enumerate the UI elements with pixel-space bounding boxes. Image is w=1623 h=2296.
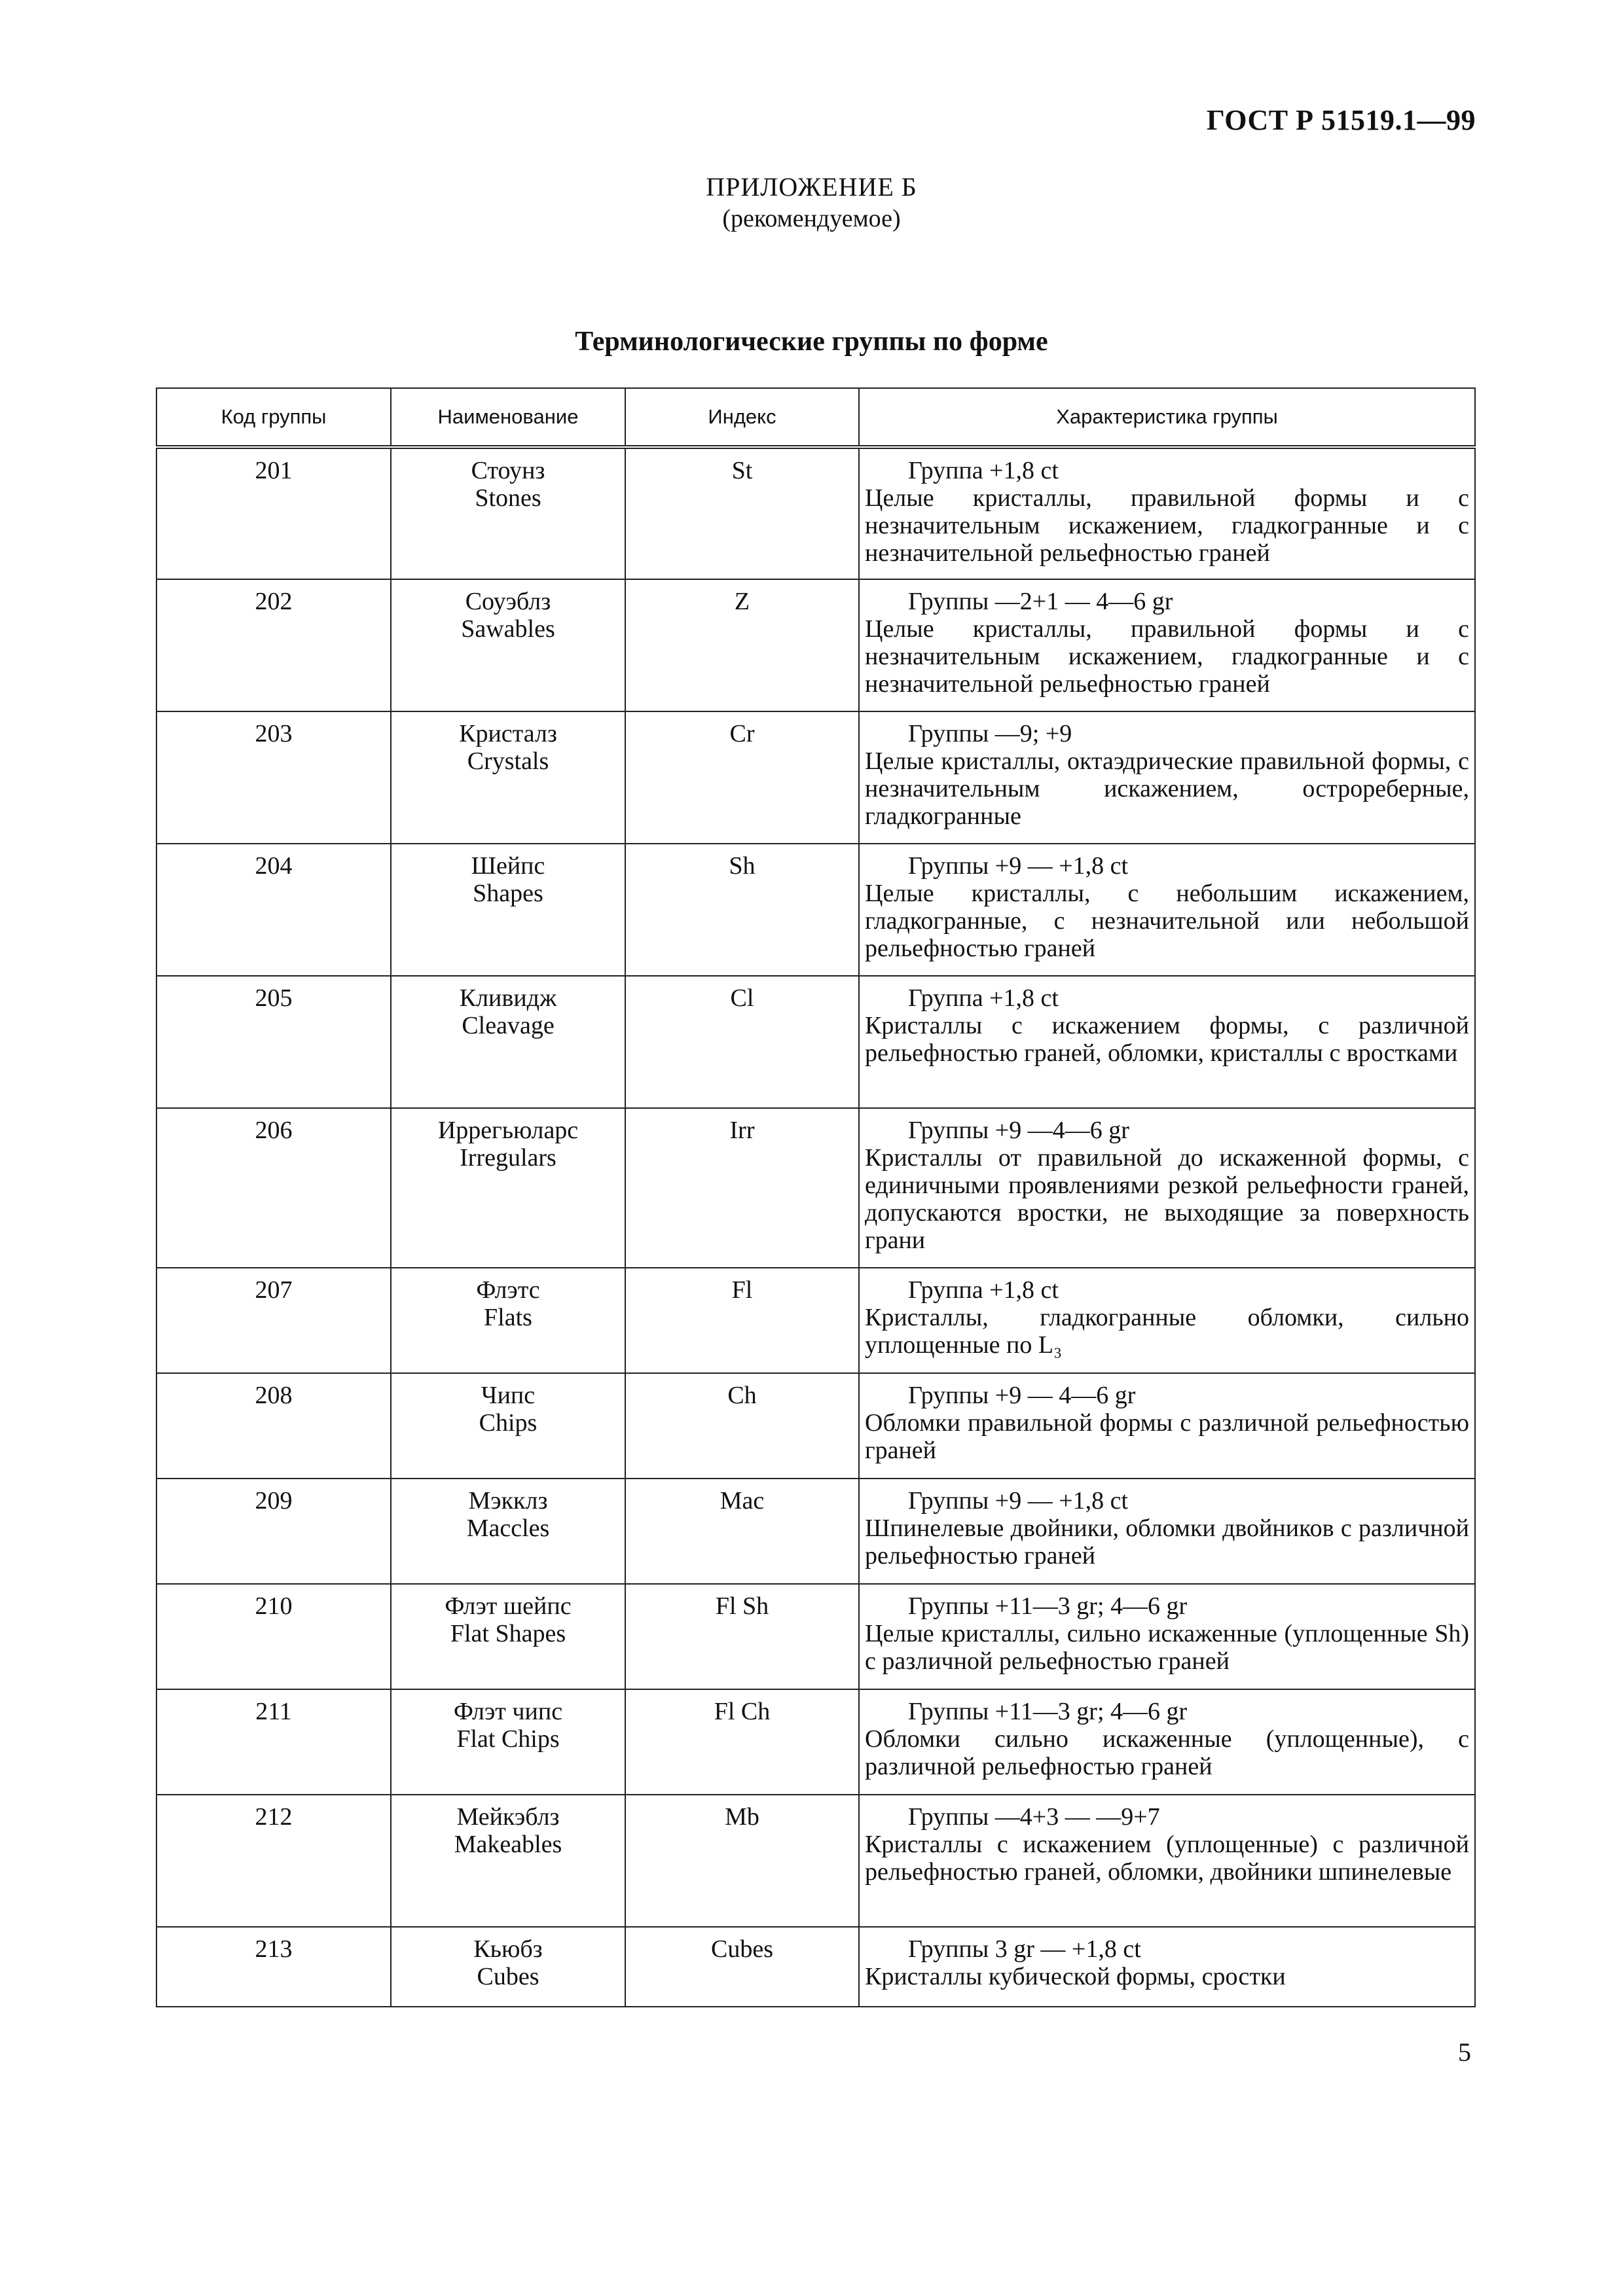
group-size-range: Группы +11—3 gr; 4—6 gr — [908, 1592, 1188, 1620]
group-name-ru: Флэт чипс — [453, 1698, 563, 1725]
table-row — [156, 1584, 1475, 1689]
group-name-en: Stones — [475, 484, 541, 512]
group-description-cell — [859, 1108, 1475, 1268]
column-header-name: Наименование — [391, 388, 625, 447]
group-name-ru: Кристалз — [459, 720, 557, 747]
group-name-en: Cubes — [477, 1963, 539, 1990]
group-name-ru: Флэт шейпс — [445, 1592, 572, 1620]
group-code-cell: 209 — [156, 1479, 391, 1584]
group-index-cell: St — [625, 447, 859, 579]
group-size-range: Группа +1,8 ct — [908, 984, 1059, 1012]
group-code-cell: 205 — [156, 976, 391, 1108]
groups-table — [156, 387, 1476, 2007]
group-description: Целые кристаллы, правильной формы и с незначительным искажением, гладкогранные и с незначительной рельефностью граней — [865, 615, 1469, 698]
group-name-cell — [391, 1373, 625, 1479]
group-description-cell — [859, 1479, 1475, 1584]
document-code: ГОСТ Р 51519.1—99 — [1206, 104, 1476, 136]
group-name-en: Makeables — [454, 1831, 562, 1858]
column-header-description: Характеристика группы — [859, 388, 1475, 447]
column-header-index: Индекс — [625, 388, 859, 447]
group-code-cell: 204 — [156, 844, 391, 976]
group-description: Кристаллы с искажением формы, с различной рельефностью граней, обломки, кристаллы с вростками — [865, 1012, 1469, 1067]
group-code-cell: 208 — [156, 1373, 391, 1479]
group-index-cell: Ch — [625, 1373, 859, 1479]
group-size-range: Группы 3 gr — +1,8 ct — [908, 1935, 1141, 1963]
group-name-en: Flat Chips — [456, 1725, 560, 1753]
group-name-en: Sawables — [461, 615, 555, 643]
group-code-cell: 206 — [156, 1108, 391, 1268]
group-name-cell — [391, 1268, 625, 1373]
page-number: 5 — [1458, 2037, 1471, 2067]
group-size-range: Группы +11—3 gr; 4—6 gr — [908, 1698, 1188, 1725]
table-row — [156, 711, 1475, 844]
group-description: Целые кристаллы, октаэдрические правильной формы, с незначительным искажением, острореберные, гладкогранные — [865, 747, 1469, 830]
group-name-cell — [391, 579, 625, 711]
appendix-title: ПРИЛОЖЕНИЕ Б — [706, 172, 917, 202]
group-name-en: Flats — [484, 1304, 532, 1331]
group-index-cell: Fl Sh — [625, 1584, 859, 1689]
group-name-ru: Иррегьюларс — [437, 1117, 579, 1144]
group-code-cell: 202 — [156, 579, 391, 711]
group-name-en: Crystals — [467, 747, 549, 775]
group-description-cell — [859, 1795, 1475, 1927]
group-size-range: Группа +1,8 ct — [908, 1276, 1059, 1304]
group-name-en: Irregulars — [460, 1144, 556, 1172]
group-description: Целые кристаллы, с небольшим искажением, гладкогранные, с незначительной или небольшой рельефностью граней — [865, 880, 1469, 962]
group-code-cell: 212 — [156, 1795, 391, 1927]
group-code-cell: 213 — [156, 1927, 391, 2007]
group-code-cell: 207 — [156, 1268, 391, 1373]
group-name-cell — [391, 1479, 625, 1584]
group-name-ru: Мейкэблз — [456, 1803, 560, 1831]
group-name-ru: Кьюбз — [473, 1935, 543, 1963]
group-description-cell — [859, 1927, 1475, 2007]
group-description: Обломки правильной формы с различной рельефностью граней — [865, 1409, 1469, 1464]
group-index-cell: Z — [625, 579, 859, 711]
group-description-cell — [859, 447, 1475, 579]
group-description: Кристаллы от правильной до искаженной формы, с единичными проявлениями резкой рельефности граней, допускаются вростки, не выходящие за поверхность грани — [865, 1144, 1469, 1254]
group-name-cell — [391, 976, 625, 1108]
group-index-cell: Fl Ch — [625, 1689, 859, 1795]
group-name-ru: Кливидж — [459, 984, 557, 1012]
table-row — [156, 447, 1475, 579]
table-header-row — [156, 388, 1475, 447]
group-index-cell: Cr — [625, 711, 859, 844]
group-index-cell: Mac — [625, 1479, 859, 1584]
group-size-range: Группа +1,8 ct — [908, 457, 1059, 484]
group-size-range: Группы —9; +9 — [908, 720, 1072, 747]
group-description-cell — [859, 1584, 1475, 1689]
group-size-range: Группы +9 —4—6 gr — [908, 1117, 1129, 1144]
group-index-cell: Cl — [625, 976, 859, 1108]
group-description: Шпинелевые двойники, обломки двойников с различной рельефностью граней — [865, 1515, 1469, 1570]
group-index-cell: Irr — [625, 1108, 859, 1268]
group-description-cell — [859, 579, 1475, 711]
group-name-en: Maccles — [466, 1515, 550, 1542]
group-description: Кристаллы с искажением (уплощенные) с различной рельефностью граней, обломки, двойники шпинелевые — [865, 1831, 1469, 1886]
table-row — [156, 1373, 1475, 1479]
group-code-cell: 203 — [156, 711, 391, 844]
group-name-ru: Стоунз — [471, 457, 545, 484]
group-size-range: Группы —2+1 — 4—6 gr — [908, 588, 1173, 615]
group-description-cell — [859, 1268, 1475, 1373]
group-name-cell — [391, 1108, 625, 1268]
group-size-range: Группы —4+3 — —9+7 — [908, 1803, 1160, 1831]
group-index-cell: Fl — [625, 1268, 859, 1373]
table-title: Терминологические группы по форме — [575, 327, 1048, 357]
group-description: Целые кристаллы, правильной формы и с незначительным искажением, гладкогранные и с незначительной рельефностью граней — [865, 484, 1469, 567]
group-name-cell — [391, 1795, 625, 1927]
table-row — [156, 1268, 1475, 1373]
table-row — [156, 1927, 1475, 2007]
group-name-ru: Соуэблз — [465, 588, 551, 615]
table-row — [156, 1689, 1475, 1795]
group-description: Обломки сильно искаженные (уплощенные), с различной рельефностью граней — [865, 1725, 1469, 1780]
group-description: Кристаллы, гладкогранные обломки, сильно уплощенные по L₃ — [865, 1304, 1469, 1359]
group-description-cell — [859, 711, 1475, 844]
appendix-note: (рекомендуемое) — [722, 205, 901, 232]
table-row — [156, 1479, 1475, 1584]
group-description-cell — [859, 844, 1475, 976]
group-name-en: Cleavage — [462, 1012, 555, 1039]
group-description-cell — [859, 1373, 1475, 1479]
group-name-ru: Шейпс — [471, 852, 545, 880]
group-code-cell: 201 — [156, 447, 391, 579]
group-name-en: Flat Shapes — [450, 1620, 566, 1647]
table-row — [156, 1795, 1475, 1927]
group-index-cell: Cubes — [625, 1927, 859, 2007]
table-row — [156, 976, 1475, 1108]
group-name-cell — [391, 1689, 625, 1795]
group-size-range: Группы +9 — +1,8 ct — [908, 852, 1129, 880]
group-name-en: Shapes — [473, 880, 543, 907]
group-name-ru: Флэтс — [476, 1276, 540, 1304]
group-name-cell — [391, 844, 625, 976]
group-name-cell — [391, 1584, 625, 1689]
column-header-code: Код группы — [156, 388, 391, 447]
group-name-en: Chips — [479, 1409, 538, 1437]
group-size-range: Группы +9 — 4—6 gr — [908, 1382, 1136, 1409]
table-row — [156, 579, 1475, 711]
group-name-ru: Чипс — [481, 1382, 536, 1409]
group-description: Целые кристаллы, сильно искаженные (уплощенные Sh) с различной рельефностью граней — [865, 1620, 1469, 1675]
group-index-cell: Sh — [625, 844, 859, 976]
group-description-cell — [859, 976, 1475, 1108]
group-size-range: Группы +9 — +1,8 ct — [908, 1487, 1129, 1515]
table-row — [156, 1108, 1475, 1268]
group-name-ru: Мэкклз — [468, 1487, 548, 1515]
group-name-cell — [391, 711, 625, 844]
group-index-cell: Mb — [625, 1795, 859, 1927]
group-code-cell: 210 — [156, 1584, 391, 1689]
group-name-cell — [391, 447, 625, 579]
group-code-cell: 211 — [156, 1689, 391, 1795]
group-name-cell — [391, 1927, 625, 2007]
table-row — [156, 844, 1475, 976]
group-description-cell — [859, 1689, 1475, 1795]
group-description: Кристаллы кубической формы, сростки — [865, 1963, 1286, 1990]
